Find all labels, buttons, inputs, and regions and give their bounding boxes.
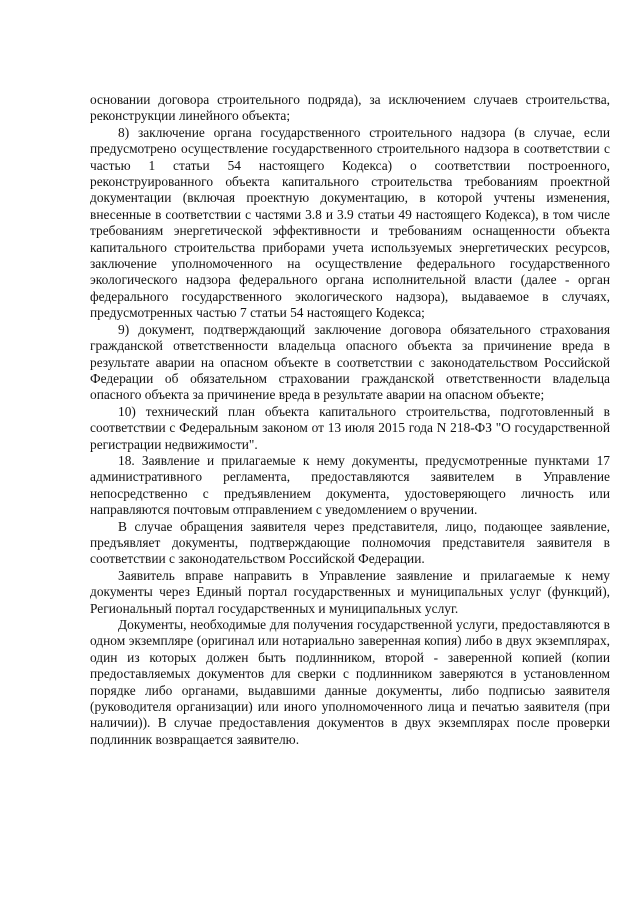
paragraph-continuation: основании договора строительного подряда), за исключением случаев строительства, реконструкции линейного объекта;: [90, 92, 610, 124]
paragraph-portal: Заявитель вправе направить в Управление заявление и прилагаемые к нему документы через Единый портал государственных и муниципальных услуг (функций), Региональный портал государственных и муниципальных услуг.: [90, 567, 610, 616]
paragraph-item-9: 9) документ, подтверждающий заключение договора обязательного страхования гражданской ответственности владельца опасного объекта за причинение вреда в результате аварии на опасном объекте в соответствии с законодательством Российской Федерации об обязательном страховании гражданской ответственности владельца опасного объекта за причинение вреда в результате аварии на опасном объекте;: [90, 321, 610, 403]
paragraph-item-8: 8) заключение органа государственного строительного надзора (в случае, если предусмотрено осуществление государственного строительного надзора в соответствии с частью 1 статьи 54 настоящего Кодекса) о соответствии построенного, реконструированного объекта капитального строительства требованиям проектной документации (включая проектную документацию, в которой учтены изменения, внесенные в соответствии с частями 3.8 и 3.9 статьи 49 настоящего Кодекса), в том числе требованиям энергетической эффективности и требованиям оснащенности объекта капитального строительства приборами учета используемых энергетических ресурсов, заключение уполномоченного на осуществление федерального государственного экологического надзора федерального органа исполнительной власти (далее - орган федерального государственного экологического надзора), выдаваемое в случаях, предусмотренных частью 7 статьи 54 настоящего Кодекса;: [90, 124, 610, 321]
paragraph-section-18: 18. Заявление и прилагаемые к нему документы, предусмотренные пунктами 17 административного регламента, предоставляются заявителем в Управление непосредственно с предъявлением документа, удостоверяющего личность или направляются почтовым отправлением с уведомлением о вручении.: [90, 452, 610, 518]
paragraph-representative: В случае обращения заявителя через представителя, лицо, подающее заявление, предъявляет документы, подтверждающие полномочия представителя заявителя в соответствии с законодательством Российской Федерации.: [90, 518, 610, 567]
paragraph-item-10: 10) технический план объекта капитального строительства, подготовленный в соответствии с Федеральным законом от 13 июля 2015 года N 218-ФЗ "О государственной регистрации недвижимости".: [90, 403, 610, 452]
document-page: [90, 92, 610, 748]
paragraph-documents-copies: Документы, необходимые для получения государственной услуги, предоставляются в одном экземпляре (оригинал или нотариально заверенная копия) либо в двух экземплярах, один из которых должен быть подлинником, второй - заверенной копией (копии предоставляемых документов для сверки с подлинником заверяются в установленном порядке либо органами, выдавшими данные документы, либо подписью заявителя (руководителя организации) или иного уполномоченного лица и печатью заявителя (при наличии)). В случае предоставления документов в двух экземплярах после проверки подлинник возвращается заявителю.: [90, 617, 610, 747]
